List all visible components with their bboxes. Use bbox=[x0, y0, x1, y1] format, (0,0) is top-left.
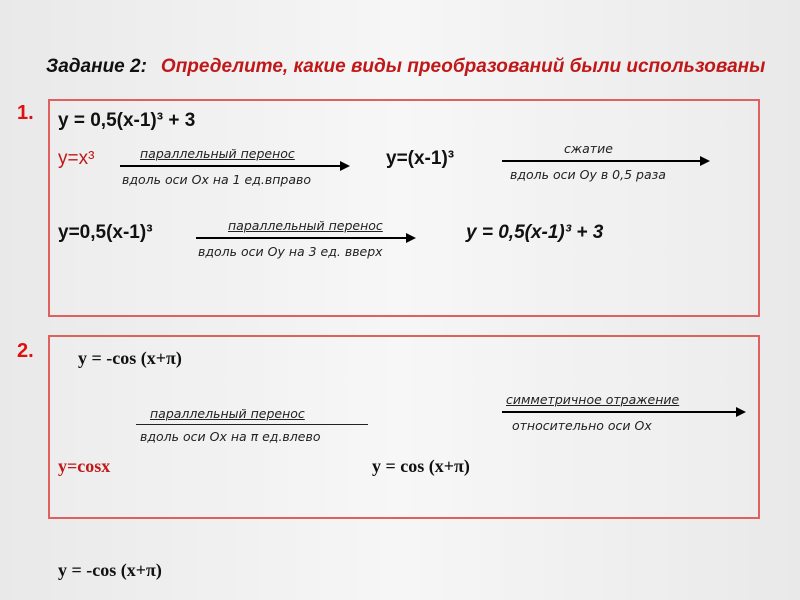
task2-arrow2-top-label: симметричное отражение bbox=[506, 392, 680, 407]
task2-arrow1-line bbox=[136, 424, 368, 425]
task1-row2-end-formula: у = 0,5(х-1)³ + 3 bbox=[466, 222, 604, 243]
task2-mid-formula: у = cos (х+π) bbox=[372, 456, 470, 476]
task2-target-formula: у = -cos (х+π) bbox=[78, 348, 182, 368]
task2-arrow2 bbox=[502, 411, 744, 413]
task1-number: 1. bbox=[17, 102, 34, 124]
task2-arrow2-bottom-label: относительно оси Ох bbox=[512, 418, 652, 433]
task1-mid-formula: у=(х-1)³ bbox=[386, 148, 455, 169]
task1-arrow3-top-label: параллельный перенос bbox=[228, 218, 383, 233]
task1-row2-start-formula: у=0,5(х-1)³ bbox=[58, 222, 153, 243]
task-description: Определите, какие виды преобразований были использованы bbox=[160, 56, 766, 77]
task1-arrow2-top-label: сжатие bbox=[564, 141, 613, 156]
task1-target-formula: у = 0,5(х-1)³ + 3 bbox=[58, 110, 196, 131]
task1-arrow1-top-label: параллельный перенос bbox=[140, 146, 295, 161]
task1-arrow2 bbox=[502, 160, 708, 162]
task-heading bbox=[46, 56, 765, 78]
task1-arrow3-bottom-label: вдоль оси Оу на 3 ед. вверх bbox=[198, 244, 383, 259]
task2-result-formula: у = -cos (х+π) bbox=[58, 560, 162, 580]
task-label: Задание 2: bbox=[46, 56, 147, 77]
task1-arrow1-bottom-label: вдоль оси Ох на 1 ед.вправо bbox=[122, 172, 312, 187]
task1-arrow3 bbox=[196, 237, 414, 239]
task1-start-formula: у=х³ bbox=[58, 148, 95, 169]
task2-arrow1-bottom-label: вдоль оси Ох на π ед.влево bbox=[140, 429, 321, 444]
task1-arrow2-bottom-label: вдоль оси Оу в 0,5 раза bbox=[510, 167, 666, 182]
task2-number: 2. bbox=[17, 340, 34, 362]
task2-arrow1-top-label: параллельный перенос bbox=[150, 406, 305, 421]
task2-start-formula: у=cosx bbox=[58, 456, 111, 476]
task1-arrow1 bbox=[120, 165, 348, 167]
